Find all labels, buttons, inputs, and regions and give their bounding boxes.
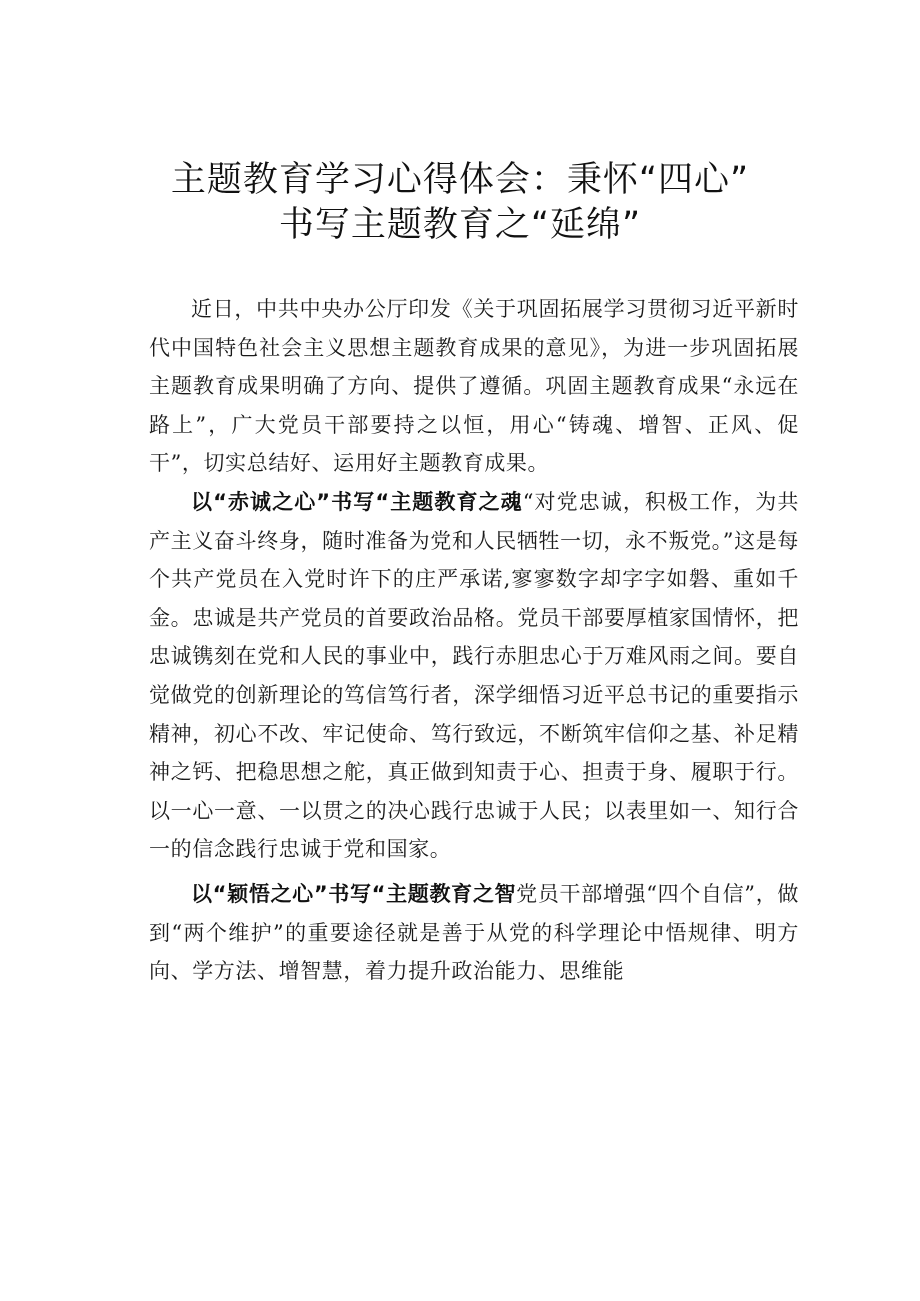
document-title-line-2: 书写主题教育之“延绵” — [278, 205, 642, 245]
paragraph-intro — [149, 290, 799, 483]
section-heading: 以“颖悟之心”书写“主题教育之智 — [191, 881, 517, 906]
paragraph-wisdom — [149, 875, 799, 991]
paragraph-loyalty — [149, 483, 799, 869]
paragraph-text: “对党忠诚，积极工作，为共产主义奋斗终身，随时准备为党和人民牺牲一切，永不叛党。”这是每个共产党员在入党时许下的庄严承诺,寥寥数字却字字如磐、重如千金。忠诚是共产党员的首要政治品格。党员干部要厚植家国情怀，把忠诚镌刻在党和人民的事业中，践行赤胆忠心于万难风雨之间。要自觉做党的创新理论的笃信笃行者，深学细悟习近平总书记的重要指示精神，初心不改、牢记使命、笃行致远，不断筑牢信仰之基、补足精神之钙、把稳思想之舵，真正做到知责于心、担责于身、履职于行。以一心一意、一以贯之的决心践行忠诚于人民；以表里如一、知行合一的信念践行忠诚于党和国家。 — [149, 489, 799, 862]
paragraph-text: 党员干部增强“四个自信”，做到“两个维护”的重要途径就是善于从党的科学理论中悟规律、明方向、学方法、增智慧，着力提升政治能力、思维能 — [149, 881, 799, 984]
document-body — [149, 290, 799, 991]
document-title-line-1: 主题教育学习心得体会：秉怀“四心” — [170, 160, 750, 200]
paragraph-text: 近日，中共中央办公厅印发《关于巩固拓展学习贯彻习近平新时代中国特色社会主义思想主题教育成果的意见》，为进一步巩固拓展主题教育成果明确了方向、提供了遵循。巩固主题教育成果“永远在路上”，广大党员干部要持之以恒，用心“铸魂、增智、正风、促干”，切实总结好、运用好主题教育成果。 — [149, 297, 799, 476]
section-heading: 以“赤诚之心”书写“主题教育之魂 — [191, 489, 523, 514]
